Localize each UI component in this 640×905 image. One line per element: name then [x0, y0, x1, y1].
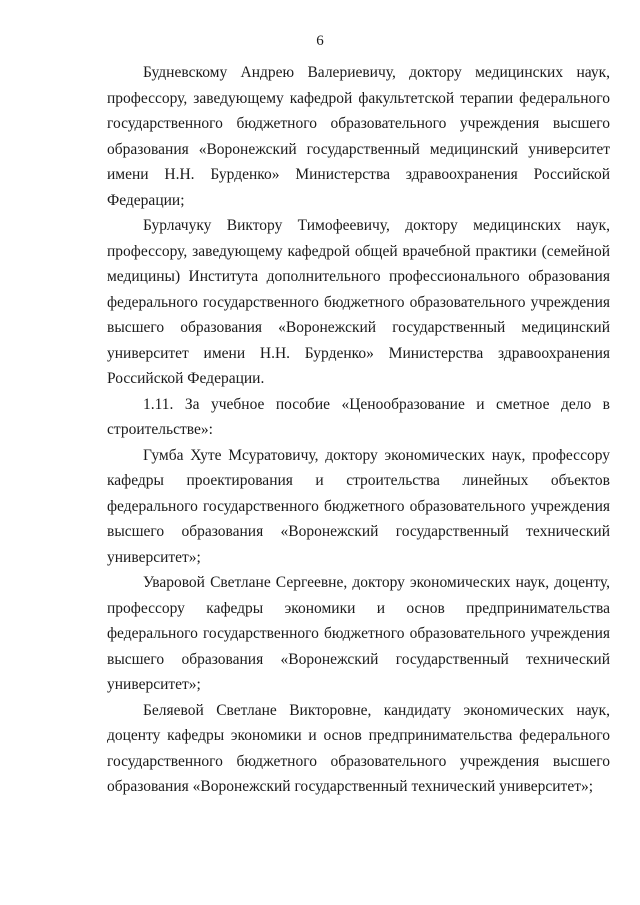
paragraph-belyaeva: Беляевой Светлане Викторовне, кандидату экономических наук, доценту кафедры экономики и основ предпринимательства федерального государственного бюджетного образовательного учреждения высшего образования «Воронежский государственный технический университет»; — [107, 701, 610, 795]
paragraph-gumba: Гумба Хуте Мсуратовичу, доктору экономических наук, профессору кафедры проектирования и строительства линейных объектов федерального государственного бюджетного образовательного учреждения высшего образования «Воронежский государственный технический университет»; — [107, 446, 610, 566]
paragraph-section-1-11: 1.11. За учебное пособие «Ценообразование и сметное дело в строительстве»: — [107, 395, 610, 438]
paragraph-burlachuk: Бурлачуку Виктору Тимофеевичу, доктору медицинских наук, профессору, заведующему кафедрой общей врачебной практики (семейной медицины) Института дополнительного профессионального образования федерального государственного бюджетного образовательного учреждения высшего образования «Воронежский государственный медицинский университет имени Н.Н. Бурденко» Министерства здравоохранения Российской Федерации. — [107, 217, 610, 387]
page-number: 6 — [316, 33, 324, 49]
paragraph-budnevsky: Будневскому Андрею Валериевичу, доктору медицинских наук, профессору, заведующему кафедрой факультетской терапии федерального государственного бюджетного образовательного учреждения высшего образования «Воронежский государственный медицинский университет имени Н.Н. Бурденко» Министерства здравоохранения Российской Федерации; — [107, 64, 610, 209]
paragraph-uvarova: Уваровой Светлане Сергеевне, доктору экономических наук, доценту, профессору кафедры экономики и основ предпринимательства федерального государственного бюджетного образовательного учреждения высшего образования «Воронежский государственный технический университет»; — [107, 574, 610, 693]
document-body — [107, 60, 610, 800]
